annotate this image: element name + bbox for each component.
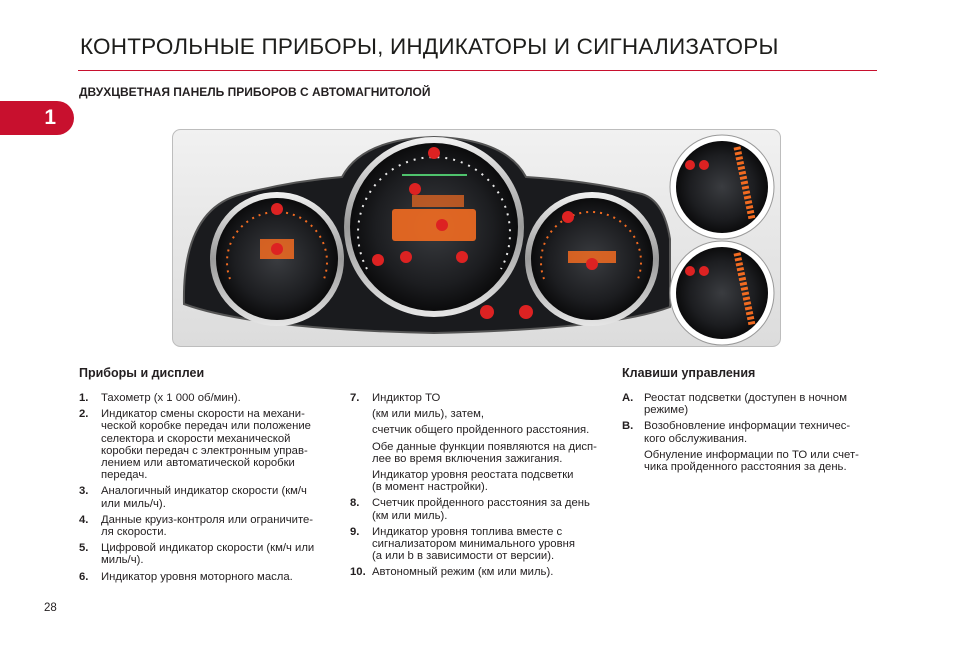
- item-number: 1.: [79, 392, 89, 404]
- item-text: Индикатор уровня моторного масла.: [101, 570, 293, 583]
- item-text: Возобновление информации техничес- кого обслуживания.: [644, 420, 851, 445]
- instruments-list-2: [350, 392, 604, 583]
- item-text: Цифровой индикатор скорости (км/ч или миль/ч).: [101, 542, 315, 567]
- instruments-list: [79, 392, 332, 587]
- item-number: B.: [622, 420, 634, 433]
- item-number: 9.: [350, 525, 360, 538]
- item-text: счетчик общего пройденного расстояния.: [372, 424, 590, 437]
- list-item: [79, 392, 332, 404]
- tachometer-gauge: [210, 192, 344, 326]
- fuel-inset-b: [670, 241, 774, 345]
- controls-list: [622, 392, 876, 477]
- chapter-number: 1: [44, 106, 56, 129]
- page-number: 28: [44, 602, 57, 614]
- list-item: [350, 497, 604, 521]
- list-item: [350, 566, 604, 578]
- item-text: Индикатор уровня реостата подсветки (в момент настройки).: [372, 469, 574, 494]
- button-a-marker: [480, 305, 494, 319]
- controls-heading: Клавиши управления: [622, 366, 756, 380]
- item-number: 5.: [79, 542, 89, 555]
- item-text: Индиктор ТО: [372, 392, 441, 404]
- list-item: [350, 526, 604, 563]
- list-item: [622, 392, 876, 416]
- fuel-gauge: [525, 192, 659, 326]
- item-number: 7.: [350, 392, 360, 404]
- list-item: [79, 408, 332, 481]
- item-number: A.: [622, 392, 634, 404]
- item-number: 10.: [350, 566, 366, 579]
- section-title: ДВУХЦВЕТНАЯ ПАНЕЛЬ ПРИБОРОВ С АВТОМАГНИТОЛОЙ: [79, 85, 431, 99]
- item-text: Аналогичный индикатор скорости (км/ч или миль/ч).: [101, 485, 307, 510]
- speedometer-gauge: [344, 137, 524, 317]
- list-item: [79, 485, 332, 509]
- item-text: Реостат подсветки (доступен в ночном режиме): [644, 392, 847, 417]
- item-text: Счетчик пройденного расстояния за день (км или миль).: [372, 497, 590, 522]
- item-number: 2.: [79, 408, 89, 421]
- button-b-marker: [519, 305, 533, 319]
- page-title: КОНТРОЛЬНЫЕ ПРИБОРЫ, ИНДИКАТОРЫ И СИГНАЛИЗАТОРЫ: [80, 34, 779, 59]
- item-number: 8.: [350, 497, 360, 510]
- list-item: [350, 392, 604, 493]
- fuel-inset-a: [670, 135, 774, 239]
- list-item: [622, 420, 876, 473]
- item-text: Тахометр (x 1 000 об/мин).: [101, 392, 241, 404]
- list-item: [79, 514, 332, 538]
- list-item: [79, 542, 332, 566]
- item-number: 4.: [79, 513, 89, 526]
- item-text: (км или миль), затем,: [372, 408, 485, 421]
- item-number: 3.: [79, 485, 89, 498]
- item-text: Данные круиз-контроля или ограничите- ля скорости.: [101, 513, 314, 539]
- item-number: 6.: [79, 570, 89, 583]
- instrument-panel-figure: [172, 129, 781, 347]
- title-rule: [78, 70, 877, 71]
- chapter-tab: [0, 101, 74, 135]
- item-text: Индикатор смены скорости на механи- ческой коробке передач или положение селектора и скорости механической коробки передач с электронным управ- лением или автоматической коробки передач.: [101, 408, 311, 482]
- list-item: [79, 571, 332, 583]
- item-text: Обе данные функции появляются на дисп- лее во время включения зажигания.: [372, 440, 597, 465]
- item-text: Индикатор уровня топлива вместе с сигнализатором минимального уровня (a или b в зависимости от версии).: [372, 525, 575, 563]
- item-text: Автономный режим (км или миль).: [372, 566, 554, 579]
- instruments-heading: Приборы и дисплеи: [79, 366, 205, 380]
- item-text: Обнуление информации по ТО или счет- чика пройденного расстояния за день.: [644, 448, 859, 474]
